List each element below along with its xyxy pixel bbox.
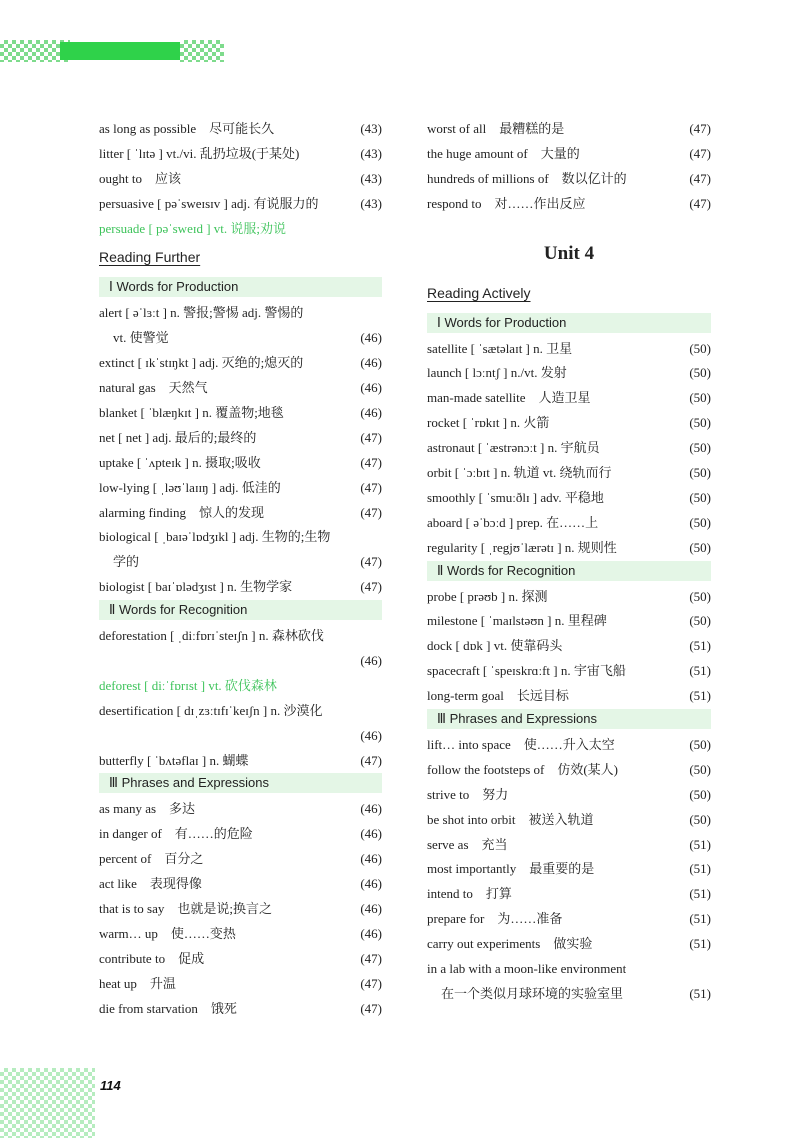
vocab-entry: persuasive [ pəˈsweɪsɪv ] adj. 有说服力的 (43): [99, 195, 382, 211]
vocab-entry: deforestation [ ˌdiːfɒrɪˈsteɪʃn ] n. 森林砍伐: [99, 628, 324, 644]
vocab-entry: long-term goal 长远目标 (51): [427, 688, 711, 704]
vocab-entry: uptake [ ˈʌpteɪk ] n. 摄取;吸收 (47): [99, 454, 382, 470]
section-heading: Reading Further: [99, 249, 201, 266]
vocab-entry-continuation: 学的 (47): [113, 554, 382, 570]
vocab-entry: low-lying [ ˌləʊˈlaɪɪŋ ] adj. 低洼的 (47): [99, 479, 382, 495]
vocab-entry: biological [ ˌbaɪəˈlɒdʒɪkl ] adj. 生物的;生物: [99, 529, 331, 545]
phrase-entry: warm… up 使……变热 (46): [99, 925, 382, 941]
phrase-entry: die from starvation 饿死 (47): [99, 1000, 382, 1016]
vocab-entry: blanket [ ˈblæŋkɪt ] n. 覆盖物;地毯 (46): [99, 405, 382, 421]
phrase-entry: the huge amount of 大量的 (47): [427, 145, 711, 161]
right-column: [427, 117, 711, 1007]
right-block2: [427, 337, 711, 561]
phrase-entry: lift… into space 使……升入太空 (50): [427, 737, 711, 753]
vocab-entry: alert [ əˈlɜːt ] n. 警报;警惕 adj. 警惕的: [99, 305, 304, 321]
left-block2: [99, 301, 382, 600]
unit-title: Unit 4: [543, 242, 595, 264]
vocab-entry-highlight: persuade [ pəˈsweɪd ] vt. 说服;劝说: [99, 220, 287, 236]
vocab-entry: dock [ dɒk ] vt. 使靠码头 (51): [427, 638, 711, 654]
vocab-entry: man-made satellite 人造卫星 (50): [427, 390, 711, 406]
vocab-entry: extinct [ ɪkˈstɪŋkt ] adj. 灭绝的;熄灭的 (46): [99, 355, 382, 371]
header-decoration: [0, 40, 225, 66]
vocab-entry: butterfly [ ˈbʌtəflaɪ ] n. 蝴蝶 (47): [99, 752, 382, 768]
phrase-entry: intend to 打算 (51): [427, 886, 711, 902]
phrase-entry: prepare for 为……准备 (51): [427, 911, 711, 927]
vocab-entry: satellite [ ˈsætəlaɪt ] n. 卫星 (50): [427, 340, 711, 356]
checker-pattern-right: [180, 40, 224, 62]
phrase-entry: respond to 对……作出反应 (47): [427, 195, 711, 211]
phrase-entry: strive to 努力 (50): [427, 786, 711, 802]
phrase-entry: most importantly 最重要的是 (51): [427, 861, 711, 877]
vocab-entry: milestone [ ˈmaɪlstəʊn ] n. 里程碑 (50): [427, 613, 711, 629]
band-words-production: Ⅰ Words for Production: [99, 277, 382, 297]
left-column: [99, 117, 382, 1022]
phrase-entry: act like 表现得像 (46): [99, 876, 382, 892]
phrase-entry: that is to say 也就是说;换言之 (46): [99, 901, 382, 917]
vocab-entry-continuation: (46): [360, 727, 382, 743]
vocab-entry-highlight: deforest [ diːˈfɒrɪst ] vt. 砍伐森林: [99, 677, 277, 693]
vocab-entry: smoothly [ ˈsmuːðlɪ ] adv. 平稳地 (50): [427, 489, 711, 505]
phrase-entry: serve as 充当 (51): [427, 836, 711, 852]
phrase-entry: heat up 升温 (47): [99, 975, 382, 991]
phrase-entry-continuation: 在一个类似月球环境的实验室里 (51): [441, 985, 711, 1001]
left-block1: [99, 117, 382, 241]
band-phrases: Ⅲ Phrases and Expressions: [99, 773, 382, 793]
band-words-recognition: Ⅱ Words for Recognition: [427, 561, 711, 581]
phrase-entry: follow the footsteps of 仿效(某人) (50): [427, 761, 711, 777]
right-block3: [427, 585, 711, 709]
phrase-entry: in danger of 有……的危险 (46): [99, 826, 382, 842]
vocab-entry: orbit [ ˈɔːbɪt ] n. 轨道 vt. 绕轨而行 (50): [427, 465, 711, 481]
right-block1: [427, 117, 711, 217]
vocab-entry-continuation: vt. 使警觉 (46): [113, 330, 382, 346]
vocab-entry: desertification [ dɪˌzɜːtɪfɪˈkeɪʃn ] n. 沙漠化: [99, 702, 323, 718]
vocab-entry: spacecraft [ ˈspeɪskrɑːft ] n. 宇宙飞船 (51): [427, 663, 711, 679]
phrase-entry: hundreds of millions of 数以亿计的 (47): [427, 170, 711, 186]
page-number: 114: [100, 1078, 121, 1093]
section-heading: Reading Actively: [427, 284, 531, 301]
vocab-entry: ought to 应该 (43): [99, 170, 382, 186]
green-bar: [60, 42, 180, 60]
phrase-entry: worst of all 最糟糕的是 (47): [427, 121, 711, 136]
vocab-entry: astronaut [ ˈæstrənɔːt ] n. 宇航员 (50): [427, 440, 711, 456]
phrase-entry: be shot into orbit 被送入轨道 (50): [427, 811, 711, 827]
right-block4: [427, 733, 711, 1007]
vocab-entry: probe [ prəʊb ] n. 探测 (50): [427, 588, 711, 604]
phrase-entry: as many as 多达 (46): [99, 801, 382, 817]
footer-decoration: [0, 1068, 95, 1138]
left-block3: [99, 624, 382, 773]
vocab-entry: rocket [ ˈrɒkɪt ] n. 火箭 (50): [427, 415, 711, 431]
band-words-recognition: Ⅱ Words for Recognition: [99, 600, 382, 620]
vocab-entry: litter [ ˈlɪtə ] vt./vi. 乱扔垃圾(于某处) (43): [99, 145, 382, 161]
checker-pattern-bottom: [0, 1068, 95, 1138]
vocab-entry: biologist [ baɪˈɒlədʒɪst ] n. 生物学家 (47): [99, 579, 382, 595]
vocab-entry: net [ net ] adj. 最后的;最终的 (47): [99, 429, 382, 445]
phrase-entry: carry out experiments 做实验 (51): [427, 936, 711, 952]
phrase-entry: percent of 百分之 (46): [99, 851, 382, 867]
band-phrases: Ⅲ Phrases and Expressions: [427, 709, 711, 729]
vocab-entry: natural gas 天然气 (46): [99, 380, 382, 396]
vocab-entry: aboard [ əˈbɔːd ] prep. 在……上 (50): [427, 514, 711, 530]
vocab-entry: regularity [ ˌregjʊˈlærətɪ ] n. 规则性 (50): [427, 539, 711, 555]
vocab-entry: alarming finding 惊人的发现 (47): [99, 504, 382, 520]
phrase-entry: in a lab with a moon-like environment: [427, 961, 627, 977]
vocab-entry: launch [ lɔːntʃ ] n./vt. 发射 (50): [427, 365, 711, 381]
vocab-entry-continuation: (46): [360, 653, 382, 669]
phrase-entry: contribute to 促成 (47): [99, 950, 382, 966]
band-words-production: Ⅰ Words for Production: [427, 313, 711, 333]
vocab-entry: as long as possible 尽可能长久 (43): [99, 121, 382, 136]
left-block4: [99, 797, 382, 1021]
